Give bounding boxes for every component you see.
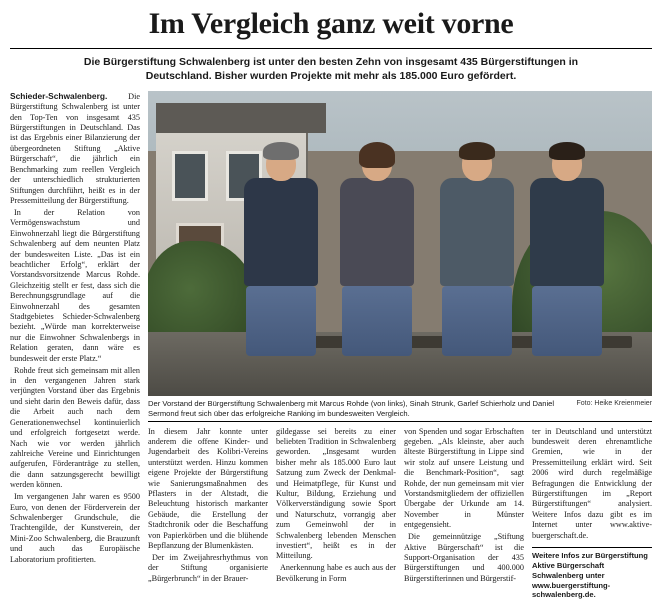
photo-person-hair <box>549 142 585 160</box>
photo-person-2 <box>336 147 418 356</box>
headline-rule <box>10 48 652 49</box>
photo-person-hair <box>359 142 395 168</box>
photo-wrap <box>148 91 652 422</box>
photo-and-lower-text <box>148 91 652 600</box>
photo-person-head <box>362 147 392 181</box>
photo-person-torso <box>440 178 514 286</box>
column2-paragraph-1: In diesem Jahr konnte unter anderem die offene Kinder- und Jugendarbeit des Kolibri-Vereins unterstützt werden. Hinzu kommen eigene Projekte der Bürgerstiftung wie Sanierungsmaßnahmen des Pflasters in der Altstadt, die Beleuchtung historisch markanter Gebäude, die Erstellung der Stadtchronik oder die Beschaffung von Papierkörben und die blühende Bepflanzung der Blumenkästen. <box>148 426 268 551</box>
column4-paragraph-1: von Spenden und sogar Erbschaften gegeben. „Als kleinste, aber auch älteste Bürgerstiftung in Lippe sind wir stolz auf unsere Leistung und die Benchmark-Position“, sagt Rohde, der nun gemeinsam mit vier Vorstandsmitgliedern der offiziellen Übergabe der Urkunde am 14. November in Münster entgegensieht. <box>404 426 524 530</box>
text-column-3 <box>276 427 396 601</box>
photo-person-head <box>552 147 582 181</box>
photo-credit: Foto: Heike Kreienmeier <box>576 399 652 407</box>
column1-paragraph-4: Im vergangenen Jahr waren es 9500 Euro, von denen der Förderverein der Schwalenberger Grundschule, die Trachtengilde, der Kunstverein, der Mini-Zoo Schwalenberg, die Brauzunft und auch das Europäische Laboratorium profitierten. <box>10 492 140 564</box>
dateline: Schieder-Schwalenberg. <box>10 90 108 101</box>
photo-person-hair <box>459 142 495 160</box>
photo-caption-row <box>148 396 652 422</box>
column2-paragraph-2: Der im Zweijahresrhythmus von der Stiftung organisierte „Bürgerbrunch“ in der Brauer- <box>148 553 268 583</box>
column4-paragraph-2: Die gemeinnützige „Stiftung Aktive Bürgerschaft“ ist die Support-Organisation der 435 Bürgerstiftungen und 400.000 Bürgerstifterinnen und Bürgerstif- <box>404 532 524 583</box>
photo-person-legs <box>342 286 412 356</box>
photo-person-4 <box>526 147 608 356</box>
column3-paragraph-2: Anerkennung habe es auch aus der Bevölkerung in Form <box>276 563 396 583</box>
photo-person-1 <box>240 147 322 356</box>
column3-paragraph-1: gildegasse sei bereits zu einer beliebten Tradition in Schwalenberg geworden. „Insgesamt wurden bisher mehr als 185.000 Euro laut Satzung zum Zweck der Denkmal- und Heimatpflege, für Kunst und Kultur, Bildung, Erziehung und Völkerverständigung sowie Sport und Naturschutz, vorrangig aber zum Gemeinwohl der in Schwalenberg lebenden Menschen investiert“, heißt es in der Mitteilung. <box>276 426 396 561</box>
article-photo <box>148 91 652 396</box>
dateline-paragraph <box>10 91 140 206</box>
text-column-1 <box>10 91 140 567</box>
text-column-5 <box>532 427 652 601</box>
photo-person-3 <box>436 147 518 356</box>
text-column-4 <box>404 427 524 601</box>
photo-caption: Der Vorstand der Bürgerstiftung Schwalenberg mit Marcus Rohde (von links), Sinah Strunk, Garlef Schierholz und Daniel Sermond freut sich über das erfolgreiche Ranking im bundesweiten Vergleich. <box>148 398 555 418</box>
photo-roof <box>156 103 326 133</box>
photo-person-hair <box>263 142 299 160</box>
photo-person-torso <box>530 178 604 286</box>
photo-person-torso <box>244 178 318 286</box>
info-box: Weitere Infos zur Bürgerstiftung Aktive Bürgerschaft Schwalenberg unter www.buergerstiftung-schwalenberg.de. <box>532 547 652 600</box>
photo-person-torso <box>340 178 414 286</box>
article-subheadline: Die Bürgerstiftung Schwalenberg ist unter den besten Zehn von insgesamt 435 Bürgerstiftungen in Deutschland. Bisher wurden Projekte mit mehr als 185.000 Euro gefördert. <box>83 55 579 82</box>
page-headline: Im Vergleich ganz weit vorne <box>148 7 514 40</box>
column1-paragraph-3: Rohde freut sich gemeinsam mit allen in den vergangenen Jahren stark verjüngten Vorstand über das Ergebnis und sieht darin den Beweis dafür, dass die Arbeit auch nach dem Generationenwechsel kontinuierlich und erfolgreich fortgesetzt werde. Nach wie vor werden jährlich zahlreiche Vereine und Einrichtungen aufgerufen, Förderanträge zu stellen, die dann satzungsgerecht bewilligt werden können. <box>10 365 140 490</box>
article-body <box>10 91 652 600</box>
column1-paragraph-2: In der Relation von Vermögenswachstum und Einwohnerzahl liegt die Bürgerstiftung Schwalenberg auf dem neunten Platz der bundesweiten Liste. „Das ist ein beachtlicher Erfolg“, erklärt der Vorstandsvorsitzende Marcus Rohde. Gleichzeitig stellt er fest, dass sich die Berechnungsgrundlage auf die Einwohnerzahl des gesamten Stadtgebietes Schieder-Schwalenberg bezieht. „Würde man korrekterweise nur die Einwohner Schwalenbergs in Relation geraten, dann wäre es bundesweit der erste Platz.“ <box>10 207 140 363</box>
photo-person-legs <box>532 286 602 356</box>
lower-columns <box>148 427 652 601</box>
photo-window <box>172 151 208 201</box>
photo-person-legs <box>246 286 316 356</box>
photo-person-legs <box>442 286 512 356</box>
column5-paragraph-1: ter in Deutschland und unterstützt bundesweit deren ehrenamtliche Gremien, wie in der Pressemitteilung erklärt wird. Seit 2006 wird durch regelmäßige Befragungen die Entwicklung der Bürgerstiftungen im „Report Bürgerstiftungen“ analysiert. Weitere Infos dazu gibt es im Internet unter www.aktive-buergerschaft.de. <box>532 426 652 540</box>
photo-person-head <box>462 147 492 181</box>
photo-person-head <box>266 147 296 181</box>
column1-paragraph-1: Die Bürgerstiftung Schwalenberg ist unter den Top-Ten von insgesamt 435 Bürgerstiftungen in Deutschland. Das ist das Ergebnis einer Bilanzierung der übergeordneten Stiftung „Aktive Bürgerschaft“, die jährlich ein Benchmarking zum reellen Vergleich der unterschiedlich strukturierten Stiftungen durchführt, heißt es in der Pressemitteilung der Bürgerstiftung. <box>10 91 140 205</box>
text-column-2 <box>148 427 268 601</box>
